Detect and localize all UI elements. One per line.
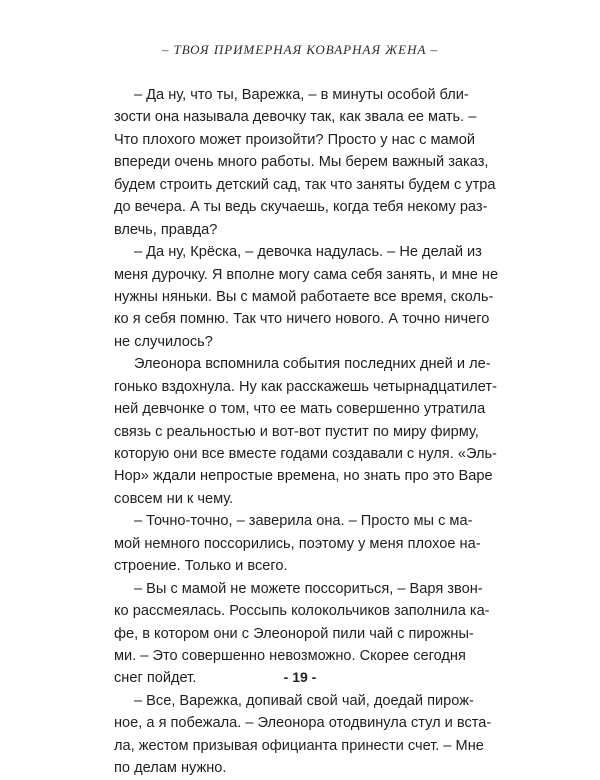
text-line: ко я себя помню. Так что ничего нового. А точно ничего xyxy=(114,311,490,328)
text-line: совсем ни к чему. xyxy=(114,490,234,507)
text-line: зости она называла девочку так, как звала ее мать. – xyxy=(114,109,477,126)
text-line: не случилось? xyxy=(114,333,213,350)
text-line: – Все, Варежка, допивай свой чай, доедай пирож- xyxy=(134,692,474,709)
text-line: до вечера. А ты ведь скучаешь, когда тебя некому раз- xyxy=(114,199,488,216)
text-line: – Точно-точно, – заверила она. – Просто мы с ма- xyxy=(134,513,473,530)
text-line: – Да ну, что ты, Варежка, – в минуты особой бли- xyxy=(134,87,469,103)
text-line: Элеонора вспомнила события последних дней и ле- xyxy=(134,356,491,373)
page-number: - 19 - xyxy=(283,669,317,685)
text-line: фе, в котором они с Элеонорой пили чай с пирожны- xyxy=(114,625,474,642)
text-line: по делам нужно. xyxy=(114,760,227,777)
text-line: Нор» ждали непростые времена, но знать про это Варе xyxy=(114,468,493,485)
text-line: впереди очень много работы. Мы берем важный заказ, xyxy=(114,154,489,171)
text-line: – Вы с мамой не можете поссориться, – Варя звон- xyxy=(134,580,483,597)
text-line: влечь, правда? xyxy=(114,221,218,238)
text-line: ное, а я побежала. – Элеонора отодвинула стул и вста- xyxy=(114,715,492,732)
text-line: которую они все вместе годами создавали с нуля. «Эль- xyxy=(114,446,497,462)
text-line: мой немного поссорились, поэтому у меня плохое на- xyxy=(114,535,481,552)
text-line: ла, жестом призывая официанта принести счет. – Мне xyxy=(114,737,484,754)
text-line: – Да ну, Крёска, – девочка надулась. – Не делай из xyxy=(134,244,482,261)
text-line: меня дурочку. Я вполне могу сама себя занять, и мне не xyxy=(114,266,499,283)
text-line: гонько вздохнула. Ну как расскажешь четырнадцатилет- xyxy=(114,378,497,395)
text-line: нужны няньки. Вы с мамой работаете все время, сколь- xyxy=(114,288,494,305)
text-line: ней девчонке о том, что ее мать совершенно утратила xyxy=(114,401,486,418)
text-line: связь с реальностью и вот-вот пустит по миру фирму, xyxy=(114,423,479,440)
text-line: строение. Только и всего. xyxy=(114,558,288,575)
text-line: Что плохого может произойти? Просто у нас с мамой xyxy=(114,131,475,148)
text-line: ко рассмеялась. Россыпь колокольчиков заполнила ка- xyxy=(114,603,490,620)
text-line: ми. – Это совершенно невозможно. Скорее сегодня xyxy=(114,647,466,664)
text-line: снег пойдет. xyxy=(114,670,197,687)
running-head: – ТВОЯ ПРИМЕРНАЯ КОВАРНАЯ ЖЕНА – xyxy=(161,42,439,57)
text-line: будем строить детский сад, так что заняты будем с утра xyxy=(114,176,496,193)
